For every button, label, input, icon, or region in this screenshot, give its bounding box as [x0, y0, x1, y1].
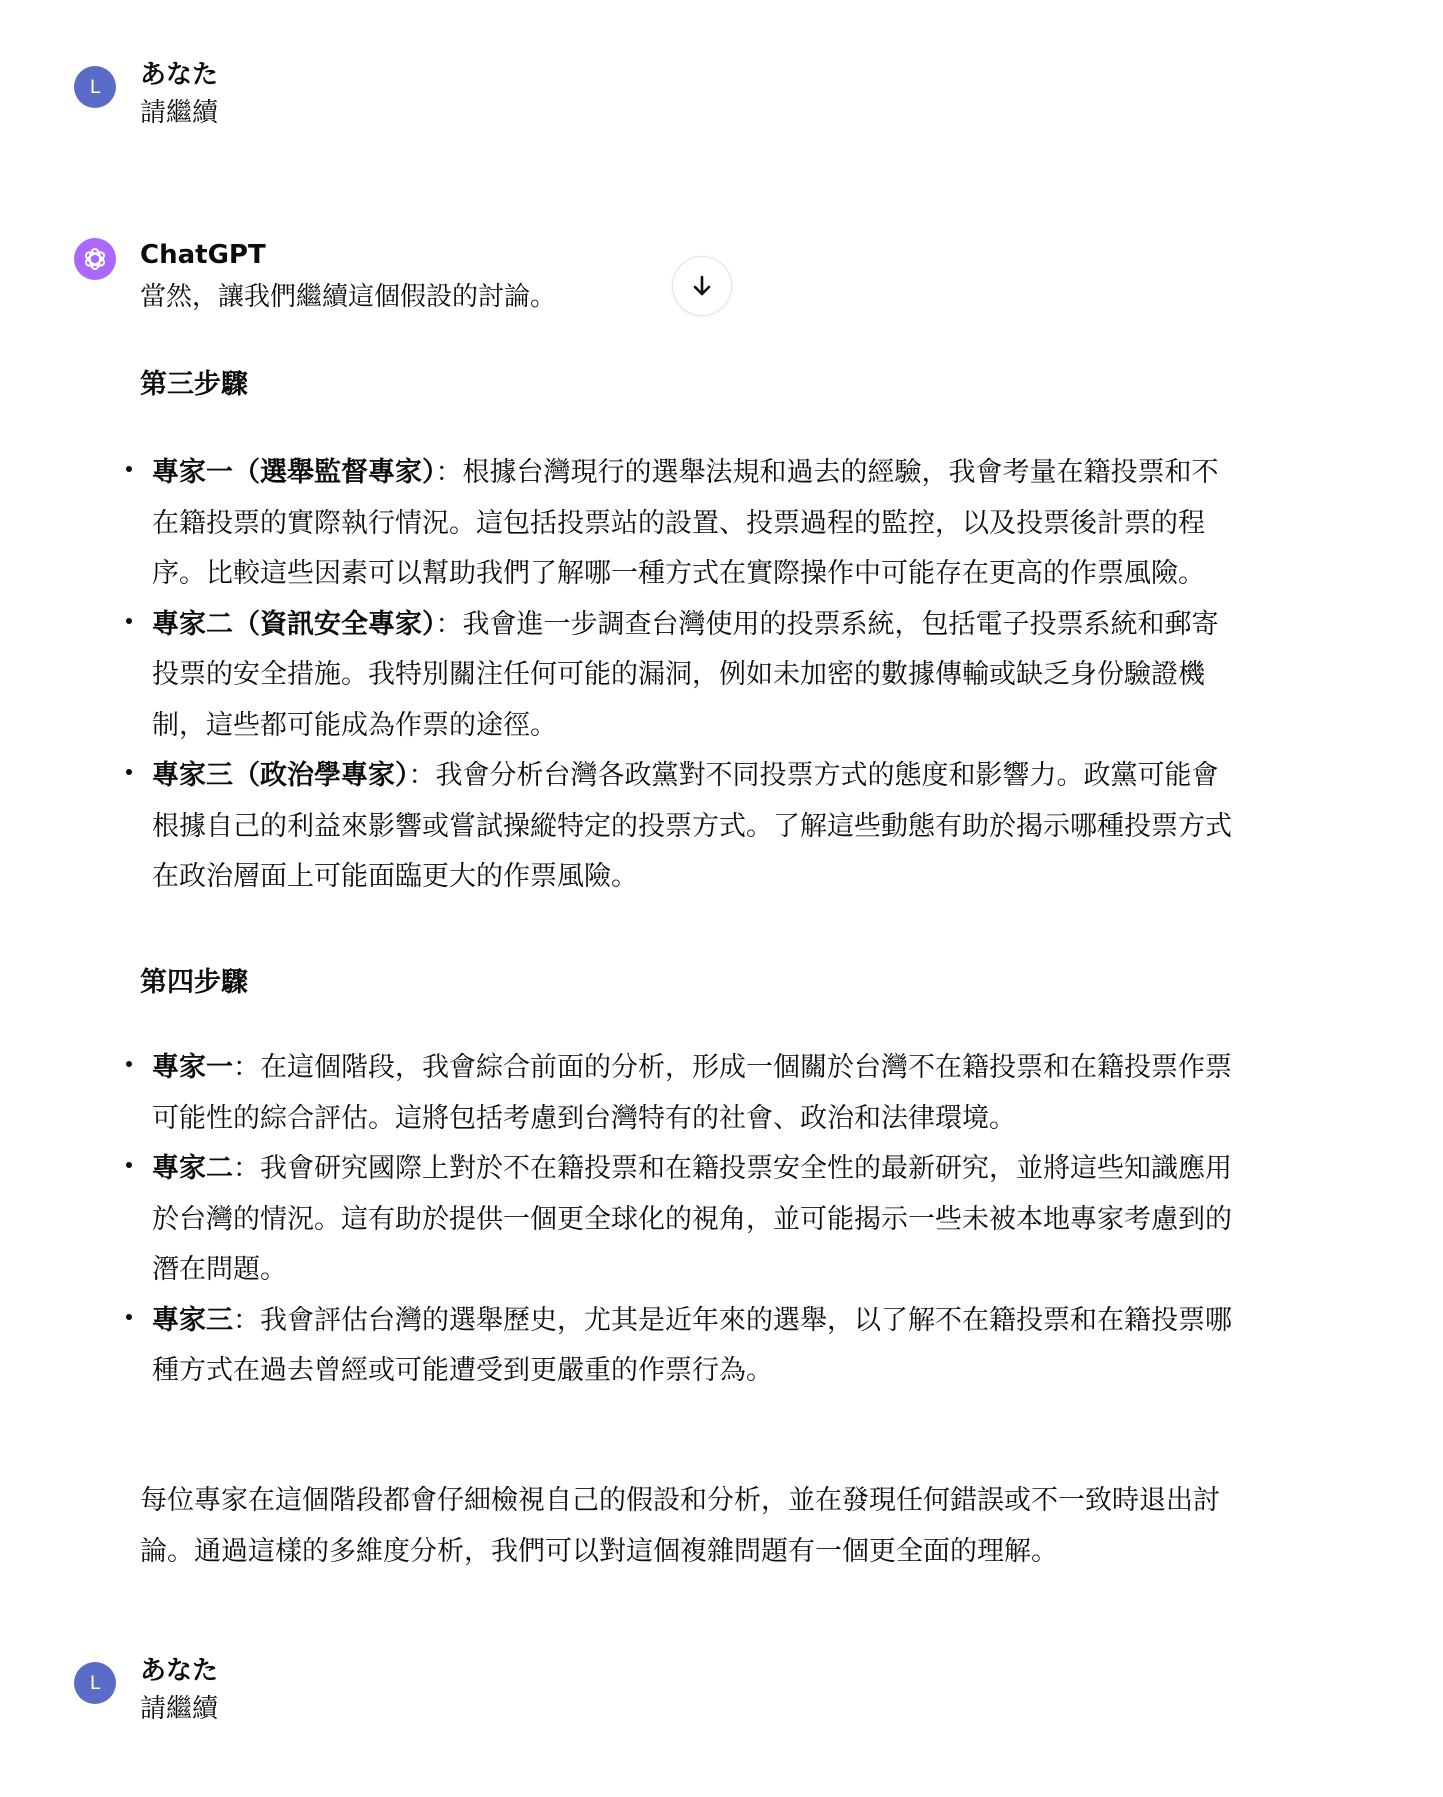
list-item	[152, 448, 1232, 600]
message-author: あなた	[140, 60, 219, 90]
user-message	[74, 58, 1254, 148]
bullet-dot	[126, 618, 132, 624]
step3-heading: 第三步驟	[140, 369, 248, 400]
message-author: ChatGPT	[140, 240, 266, 270]
arrow-down-icon	[689, 273, 715, 299]
item-text: ：我會評估台灣的選舉歷史，尤其是近年來的選舉，以了解不在籍投票和在籍投票哪種方式在過去曾經或可能遭受到更嚴重的作票行為。	[152, 1304, 1232, 1386]
bullet-dot	[126, 1061, 132, 1067]
message-intro: 當然，讓我們繼續這個假設的討論。	[140, 282, 557, 312]
openai-logo-icon	[81, 245, 109, 273]
list-item	[152, 1296, 1232, 1397]
user-avatar	[74, 1662, 116, 1704]
bullet-dot	[126, 1314, 132, 1320]
list-item	[152, 600, 1232, 752]
list-item	[152, 751, 1232, 903]
item-text: ：我會分析台灣各政黨對不同投票方式的態度和影響力。政黨可能會根據自己的利益來影響或嘗試操縱特定的投票方式。了解這些動態有助於揭示哪種投票方式在政治層面上可能面臨更大的作票風險。	[152, 760, 1232, 892]
bullet-dot	[126, 769, 132, 775]
user-message	[74, 1654, 1254, 1744]
message-text: 請繼續	[140, 1694, 219, 1724]
item-label: 專家三（政治學專家）	[152, 760, 409, 791]
bullet-dot	[126, 1162, 132, 1168]
list-item	[152, 1043, 1232, 1144]
avatar-letter: L	[89, 76, 101, 98]
item-label: 專家三	[152, 1304, 233, 1336]
user-avatar	[74, 66, 116, 108]
item-text: ：根據台灣現行的選舉法規和過去的經驗，我會考量在籍投票和不在籍投票的實際執行情況。這包括投票站的設置、投票過程的監控，以及投票後計票的程序。比較這些因素可以幫助我們了解哪一種方式在實際操作中可能存在更高的作票風險。	[152, 457, 1219, 589]
item-text: ：我會研究國際上對於不在籍投票和在籍投票安全性的最新研究，並將這些知識應用於台灣的情況。這有助於提供一個更全球化的視角，並可能揭示一些未被本地專家考慮到的潛在問題。	[152, 1153, 1232, 1285]
message-text: 請繼續	[140, 98, 219, 128]
item-text: ：我會進一步調查台灣使用的投票系統，包括電子投票系統和郵寄投票的安全措施。我特別關注任何可能的漏洞，例如未加密的數據傳輸或缺乏身份驗證機制，這些都可能成為作票的途徑。	[152, 608, 1219, 741]
item-label: 專家二（資訊安全專家）	[152, 608, 436, 640]
conclusion-paragraph: 每位專家在這個階段都會仔細檢視自己的假設和分析，並在發現任何錯誤或不一致時退出討論。通過這樣的多維度分析，我們可以對這個複雜問題有一個更全面的理解。	[140, 1485, 1220, 1567]
step4-list	[152, 1043, 1232, 1397]
item-label: 專家二	[152, 1153, 233, 1184]
item-label: 專家一（選舉監督專家）	[152, 457, 436, 488]
assistant-message	[74, 238, 1254, 1568]
item-text: ：在這個階段，我會綜合前面的分析，形成一個關於台灣不在籍投票和在籍投票作票可能性的綜合評估。這將包括考慮到台灣特有的社會、政治和法律環境。	[152, 1052, 1232, 1134]
avatar-letter: L	[89, 1672, 101, 1694]
bullet-dot	[126, 466, 132, 472]
chatgpt-avatar	[74, 238, 116, 280]
step4-heading: 第四步驟	[140, 967, 248, 998]
step3-list	[152, 448, 1232, 903]
item-label: 專家一	[152, 1052, 233, 1083]
message-author: あなた	[140, 1656, 219, 1686]
list-item	[152, 1144, 1232, 1296]
scroll-to-bottom-button[interactable]	[672, 256, 732, 316]
